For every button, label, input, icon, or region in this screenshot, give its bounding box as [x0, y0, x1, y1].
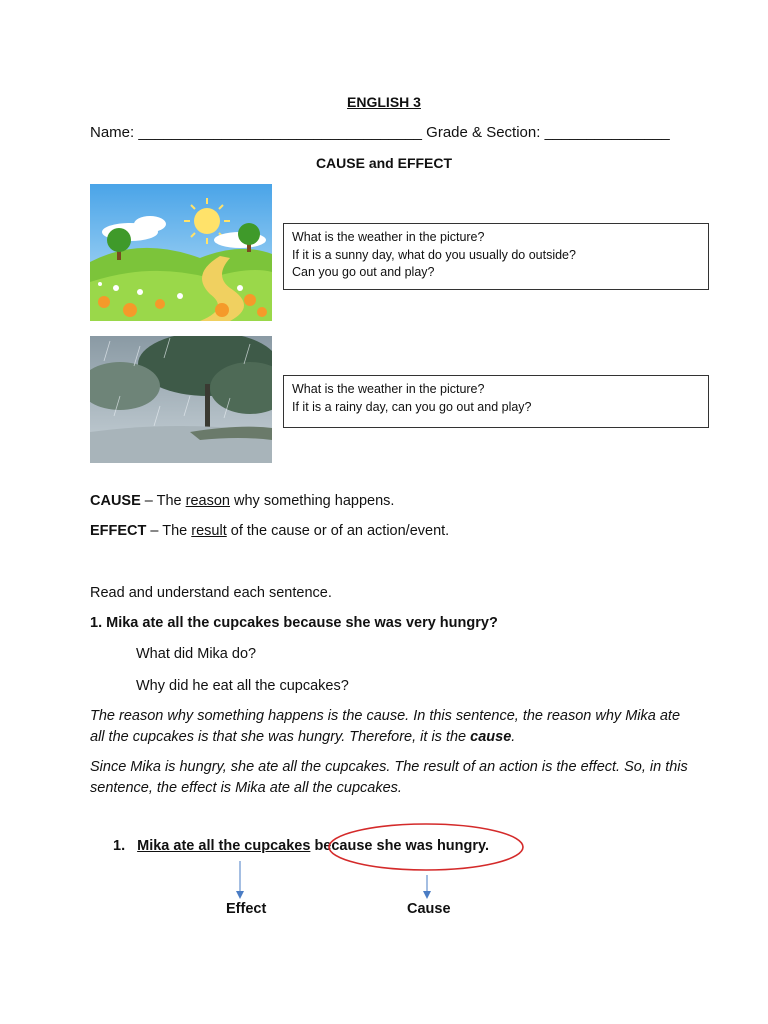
- effect-clause: Mika ate all the cupcakes: [137, 838, 311, 854]
- name-grade-line: [90, 124, 670, 141]
- cause-dash: – The: [140, 493, 186, 509]
- worksheet-title: ENGLISH 3: [347, 94, 421, 110]
- rainy-question: What is the weather in the picture?: [292, 382, 485, 396]
- effect-term: EFFECT: [90, 523, 147, 539]
- cause-key-word: reason: [185, 493, 230, 509]
- example-sentence: 1. Mika ate all the cupcakes because she was very hungry?: [90, 615, 498, 631]
- cause-rest: why something happens.: [229, 493, 395, 509]
- sunny-question-box: [283, 223, 709, 290]
- rainy-question-box: [283, 375, 709, 428]
- cause-explanation-text: The reason why something happens is the cause. In this sentence, the reason why Mika ate all the cupcakes is that she was hungry. Therefore, it is the: [90, 708, 681, 745]
- cause-explanation: [90, 706, 690, 748]
- sunny-question: Can you go out and play?: [292, 265, 435, 279]
- effect-rest: of the cause or of an action/event.: [226, 523, 450, 539]
- grade-label: Grade & Section:: [426, 124, 541, 141]
- example-number: 1.: [113, 838, 126, 854]
- effect-explanation: Since Mika is hungry, she ate all the cupcakes. The result of an action is the effect. So, in this sentence, the effect is Mika ate all the cupcakes.: [90, 759, 688, 796]
- sunny-question: What is the weather in the picture?: [292, 230, 485, 244]
- cause-arrow: [423, 875, 431, 899]
- effect-label: Effect: [226, 901, 267, 917]
- lesson-subtitle: CAUSE and EFFECT: [315, 155, 453, 171]
- cause-clause: because she was hungry.: [314, 838, 490, 854]
- rainy-question: If it is a rainy day, can you go out and play?: [292, 399, 532, 414]
- sunny-question: If it is a sunny day, what do you usually do outside?: [292, 247, 576, 262]
- cause-explanation-end: .: [511, 729, 516, 745]
- rainy-picture: [90, 336, 272, 463]
- guide-question-1: What did Mika do?: [136, 646, 257, 662]
- cause-definition: [90, 493, 394, 509]
- grade-blank[interactable]: _______________: [544, 124, 670, 141]
- cause-label: Cause: [407, 901, 451, 917]
- name-blank[interactable]: __________________________________: [138, 124, 422, 141]
- instruction: Read and understand each sentence.: [90, 585, 332, 601]
- guide-question-2: Why did he eat all the cupcakes?: [136, 678, 349, 694]
- worked-example: [113, 838, 489, 854]
- effect-arrow: [236, 861, 244, 899]
- effect-dash: – The: [146, 523, 192, 539]
- name-label: Name:: [90, 124, 135, 141]
- cause-bold-word: cause: [470, 729, 512, 745]
- cause-term: CAUSE: [90, 493, 141, 509]
- effect-definition: [90, 523, 449, 539]
- sunny-picture: [90, 184, 272, 321]
- effect-key-word: result: [191, 523, 227, 539]
